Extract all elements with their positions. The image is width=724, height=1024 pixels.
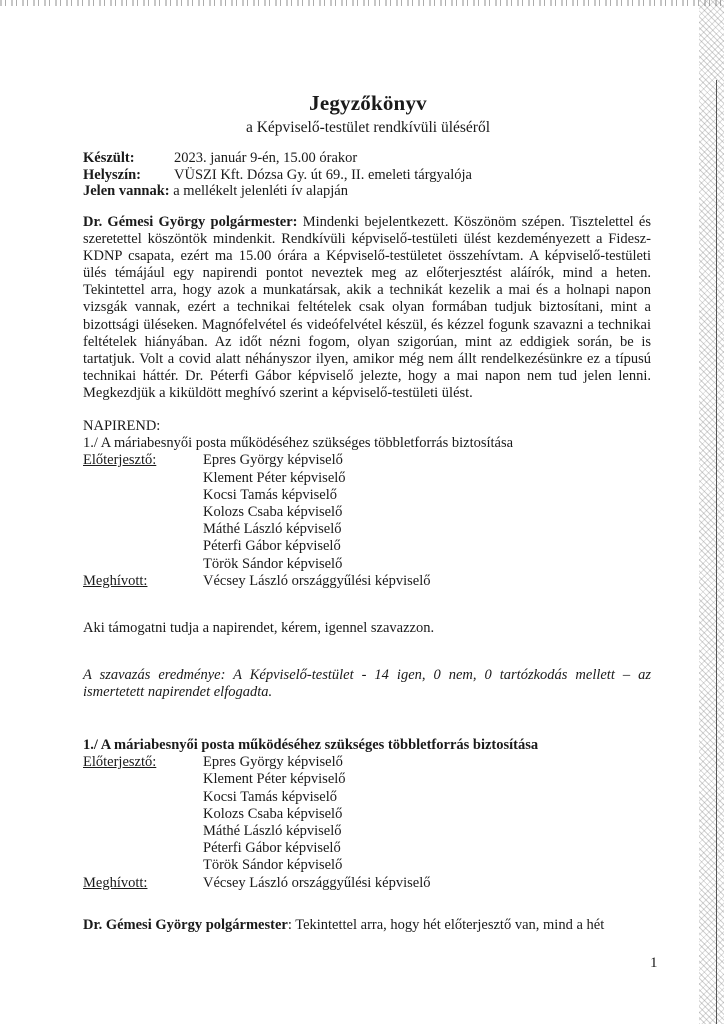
item1-invited-row bbox=[83, 875, 538, 892]
agenda-item-title: 1./ A máriabesnyői posta működéséhez szükséges többletforrás biztosítása bbox=[83, 435, 514, 452]
meta-location-value: VÜSZI Kft. Dózsa Gy. út 69., II. emeleti tárgyalója bbox=[174, 166, 472, 183]
agenda-presenter: Péterfi Gábor képviselő bbox=[203, 538, 341, 555]
vote-result: A szavazás eredménye: A Képviselő-testület - 14 igen, 0 nem, 0 tartózkodás mellett – az ismertetett napirendet elfogadta. bbox=[83, 667, 651, 701]
closing-speaker: Dr. Gémesi György polgármester bbox=[83, 917, 288, 933]
agenda-presenter: Kocsi Tamás képviselő bbox=[203, 486, 338, 503]
item1-presenter: Klement Péter képviselő bbox=[203, 771, 346, 788]
vote-request: Aki támogatni tudja a napirendet, kérem, igennel szavazzon. bbox=[83, 620, 435, 636]
agenda-presenter-row bbox=[83, 556, 513, 573]
scan-artifact-top bbox=[0, 0, 724, 6]
meta-location-label: Helyszín: bbox=[83, 166, 141, 183]
scan-artifact-edge-line bbox=[716, 80, 717, 1024]
agenda-presenter-row bbox=[83, 487, 513, 504]
meta-created-value: 2023. január 9-én, 15.00 órakor bbox=[174, 150, 358, 166]
page-number: 1 bbox=[650, 955, 658, 971]
opening-speaker: Dr. Gémesi György polgármester: bbox=[83, 214, 298, 230]
agenda-presenters-label: Előterjesztő: bbox=[83, 452, 157, 469]
item1-invited-label: Meghívott: bbox=[83, 874, 148, 891]
meta-created-row bbox=[83, 150, 472, 167]
item1-title: 1./ A máriabesnyői posta működéséhez szükséges többletforrás biztosítása bbox=[83, 737, 539, 753]
meta-present-row bbox=[83, 183, 472, 200]
agenda-invited-row bbox=[83, 573, 513, 590]
item1-presenter: Kocsi Tamás képviselő bbox=[203, 788, 338, 805]
agenda-presenter-row bbox=[83, 538, 513, 555]
agenda-presenter: Török Sándor képviselő bbox=[203, 555, 343, 572]
item1-presenter: Török Sándor képviselő bbox=[203, 857, 343, 874]
document-title: Jegyzőkönyv bbox=[309, 91, 427, 115]
agenda-invited-label: Meghívott: bbox=[83, 572, 148, 589]
meta-present-value: a mellékelt jelenléti ív alapján bbox=[173, 183, 348, 199]
opening-paragraph bbox=[83, 214, 651, 402]
meta-present-label: Jelen vannak: bbox=[83, 183, 170, 199]
item1-presenter-row bbox=[83, 857, 538, 874]
agenda-heading: NAPIREND: bbox=[83, 418, 161, 434]
agenda-presenter-row bbox=[83, 470, 513, 487]
agenda-section bbox=[83, 418, 513, 590]
document-subtitle: a Képviselő-testület rendkívüli üléséről bbox=[245, 119, 491, 136]
item1-presenter: Péterfi Gábor képviselő bbox=[203, 840, 341, 857]
meta-location-row bbox=[83, 167, 472, 184]
item1-presenter-row bbox=[83, 806, 538, 823]
item1-presenter-row bbox=[83, 771, 538, 788]
closing-paragraph bbox=[83, 917, 651, 934]
item1-presenter-row bbox=[83, 754, 538, 771]
agenda-presenter-row bbox=[83, 504, 513, 521]
meta-created-label: Készült: bbox=[83, 150, 135, 166]
opening-text: Mindenki bejelentkezett. Köszönöm szépen. Tisztelettel és szeretettel köszöntök mindenkit. Rendkívüli képviselő-testületi ülést kezdeményezett a Fidesz-KDNP csapata, ezért ma 15.00 órára a Képviselő-testületet összehívtam. A képviselő-testületi ülés témájául egy napirendi pontot neveztek meg az előterjesztést aláírók, mind a heten. Tekintettel arra, hogy azok a munkatársak, akik a technikát kezelik a mai és a holnapi napon vizsgák vannak, ezért a technikai feltételek csak olyan formában tudjuk biztosítani, mint a bizottsági üléseken. Magnófelvétel és videófelvétel készül, és kézzel fogunk szavazni a technikai feltételek hiányában. Az időt nézni fogom, olyan szigorúan, mint az eddigiek során, be is tartatjuk. Volt a covid alatt néhányszor ilyen, amikor még nem állt rendelkezésünkre ez a típusú technikai háttér. Dr. Péterfi Gábor képviselő jelezte, hogy a mai napon nem tud jelen lenni. Megkezdjük a kiküldött meghívó szerint a képviselő-testületi ülést. bbox=[83, 214, 651, 401]
agenda-presenter-row bbox=[83, 452, 513, 469]
item1-invited: Vécsey László országgyűlési képviselő bbox=[203, 874, 431, 891]
agenda-presenter-row bbox=[83, 521, 513, 538]
closing-text: : Tekintettel arra, hogy hét előterjesztő van, mind a hét bbox=[287, 917, 605, 933]
item1-presenter-row bbox=[83, 840, 538, 857]
agenda-presenter: Epres György képviselő bbox=[203, 452, 343, 469]
item1-presenter: Kolozs Csaba képviselő bbox=[203, 805, 343, 822]
item1-presenter-row bbox=[83, 823, 538, 840]
agenda-presenter: Kolozs Csaba képviselő bbox=[203, 504, 343, 521]
agenda-presenter: Máthé László képviselő bbox=[203, 521, 342, 538]
scan-artifact-right-edge bbox=[699, 0, 724, 1024]
agenda-presenter: Klement Péter képviselő bbox=[203, 469, 346, 486]
item1-presenter: Máthé László képviselő bbox=[203, 823, 342, 840]
item1-section bbox=[83, 737, 538, 892]
item1-presenter-row bbox=[83, 789, 538, 806]
item1-presenters-label: Előterjesztő: bbox=[83, 754, 157, 771]
item1-presenter: Epres György képviselő bbox=[203, 754, 343, 771]
agenda-invited: Vécsey László országgyűlési képviselő bbox=[203, 572, 431, 589]
meeting-meta bbox=[83, 150, 472, 200]
